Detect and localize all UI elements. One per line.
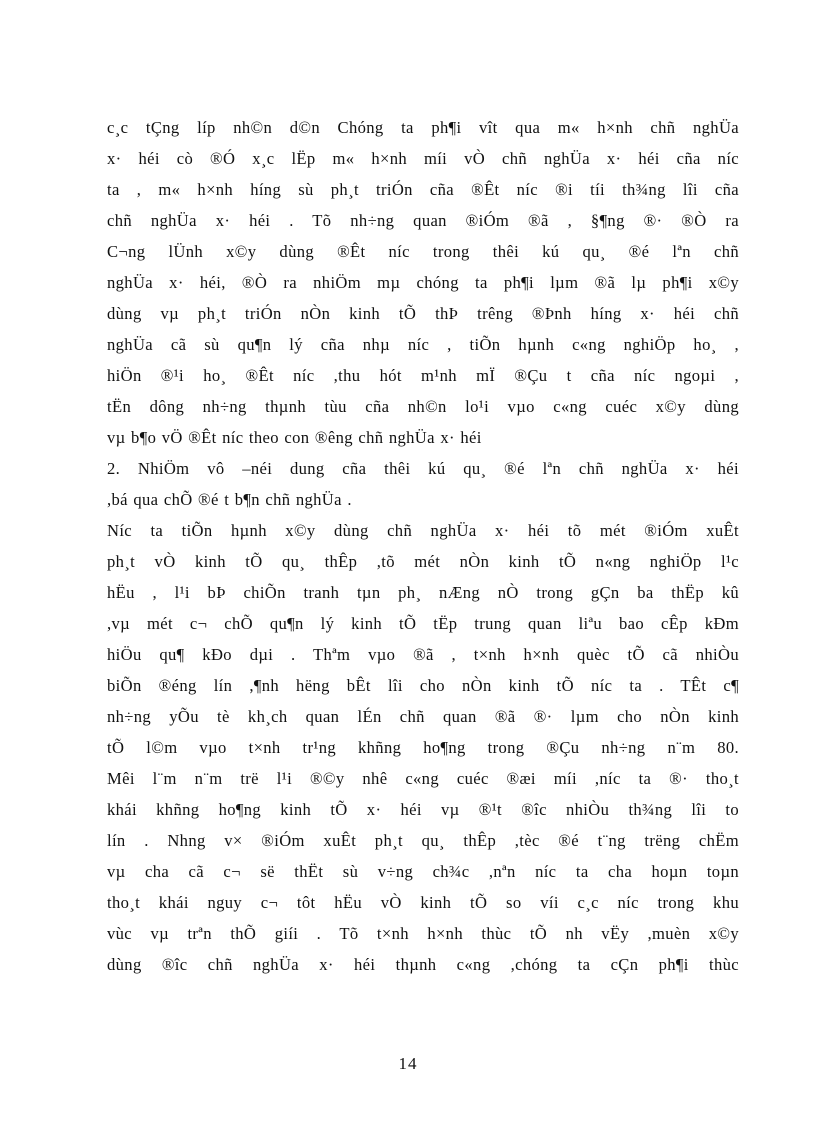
text-line: dùng vµ ph¸t triÓn nÒn kinh tÕ thÞ trêng ®Þnh híng x· héi chñ	[107, 304, 739, 323]
text-line: vµ b¶o vÖ ®Êt níc theo con ®êng chñ nghÜa x· héi	[107, 428, 482, 447]
text-line: nh÷ng yÕu tè kh¸ch quan lÉn chñ quan ®ã ®· lµm cho nÒn kinh	[107, 707, 739, 726]
section-heading-line: 2. NhiÖm vô –néi dung cña thêi kú qu¸ ®é lªn chñ nghÜa x· héi	[107, 459, 739, 478]
text-line: Mêi l¨m n¨m trë l¹i ®©y nhê c«ng cuéc ®æi míi ,níc ta ®· tho¸t	[107, 769, 739, 788]
text-line: tÕ l©m vµo t×nh tr¹ng khñng ho¶ng trong ®Çu nh÷ng n¨m 80.	[107, 738, 739, 757]
text-line: vµ cha cã c¬ së thËt sù v÷ng ch¾c ,nªn níc ta cha hoµn toµn	[107, 862, 739, 881]
text-line: chñ nghÜa x· héi . Tõ nh÷ng quan ®iÓm ®ã , §¶ng ®· ®Ò ra	[107, 211, 739, 230]
text-line: ta , m« h×nh híng sù ph¸t triÓn cña ®Êt níc ®i tíi th¾ng lîi cña	[107, 180, 739, 199]
text-line: x· héi cò ®Ó x¸c lËp m« h×nh míi vÒ chñ nghÜa x· héi cña níc	[107, 149, 739, 168]
text-line: hiÖn ®¹i ho¸ ®Êt níc ,thu hót m¹nh mÏ ®Çu t cña níc ngoµi ,	[107, 366, 739, 385]
text-line: vùc vµ trªn thÕ giíi . Tõ t×nh h×nh thùc tÕ nh vËy ,muèn x©y	[107, 924, 739, 943]
text-line: nghÜa cã sù qu¶n lý cña nhµ níc , tiÕn hµnh c«ng nghiÖp ho¸ ,	[107, 335, 739, 354]
text-line: hËu , l¹i bÞ chiÕn tranh tµn ph¸ nÆng nÒ trong gÇn ba thËp kû	[107, 583, 739, 602]
text-line: Níc ta tiÕn hµnh x©y dùng chñ nghÜa x· héi tõ mét ®iÓm xuÊt	[107, 521, 739, 540]
text-line: dùng ®îc chñ nghÜa x· héi thµnh c«ng ,chóng ta cÇn ph¶i thùc	[107, 955, 739, 974]
text-line: hiÖu qu¶ kÐo dµi . Thªm vµo ®ã , t×nh h×nh quèc tÕ cã nhiÒu	[107, 645, 739, 664]
text-line: khái khñng ho¶ng kinh tÕ x· héi vµ ®¹t ®îc nhiÒu th¾ng lîi to	[107, 800, 739, 819]
text-line: tËn dông nh÷ng thµnh tùu cña nh©n lo¹i vµo c«ng cuéc x©y dùng	[107, 397, 739, 416]
text-line: c¸c tÇng líp nh©n d©n Chóng ta ph¶i vît qua m« h×nh chñ nghÜa	[107, 118, 739, 137]
body-text	[107, 112, 739, 980]
text-line: tho¸t khái nguy c¬ tôt hËu vÒ kinh tÕ so víi c¸c níc trong khu	[107, 893, 739, 912]
text-line: ph¸t vÒ kinh tÕ qu¸ thÊp ,tõ mét nÒn kinh tÕ n«ng nghiÖp l¹c	[107, 552, 739, 571]
section-heading-line: ,bá qua chÕ ®é t b¶n chñ nghÜa .	[107, 490, 352, 509]
text-line: biÕn ®éng lín ,¶nh hëng bÊt lîi cho nÒn kinh tÕ níc ta . TÊt c¶	[107, 676, 739, 695]
text-line: C¬ng lÜnh x©y dùng ®Êt níc trong thêi kú qu¸ ®é lªn chñ	[107, 242, 739, 261]
text-line: nghÜa x· héi, ®Ò ra nhiÖm mµ chóng ta ph¶i lµm ®ã lµ ph¶i x©y	[107, 273, 739, 292]
page-number: 14	[398, 1054, 418, 1073]
text-line: lín . Nhng v× ®iÓm xuÊt ph¸t qu¸ thÊp ,tèc ®é t¨ng trëng chËm	[107, 831, 739, 850]
text-line: ,vµ mét c¬ chÕ qu¶n lý kinh tÕ tËp trung quan liªu bao cÊp kÐm	[107, 614, 739, 633]
